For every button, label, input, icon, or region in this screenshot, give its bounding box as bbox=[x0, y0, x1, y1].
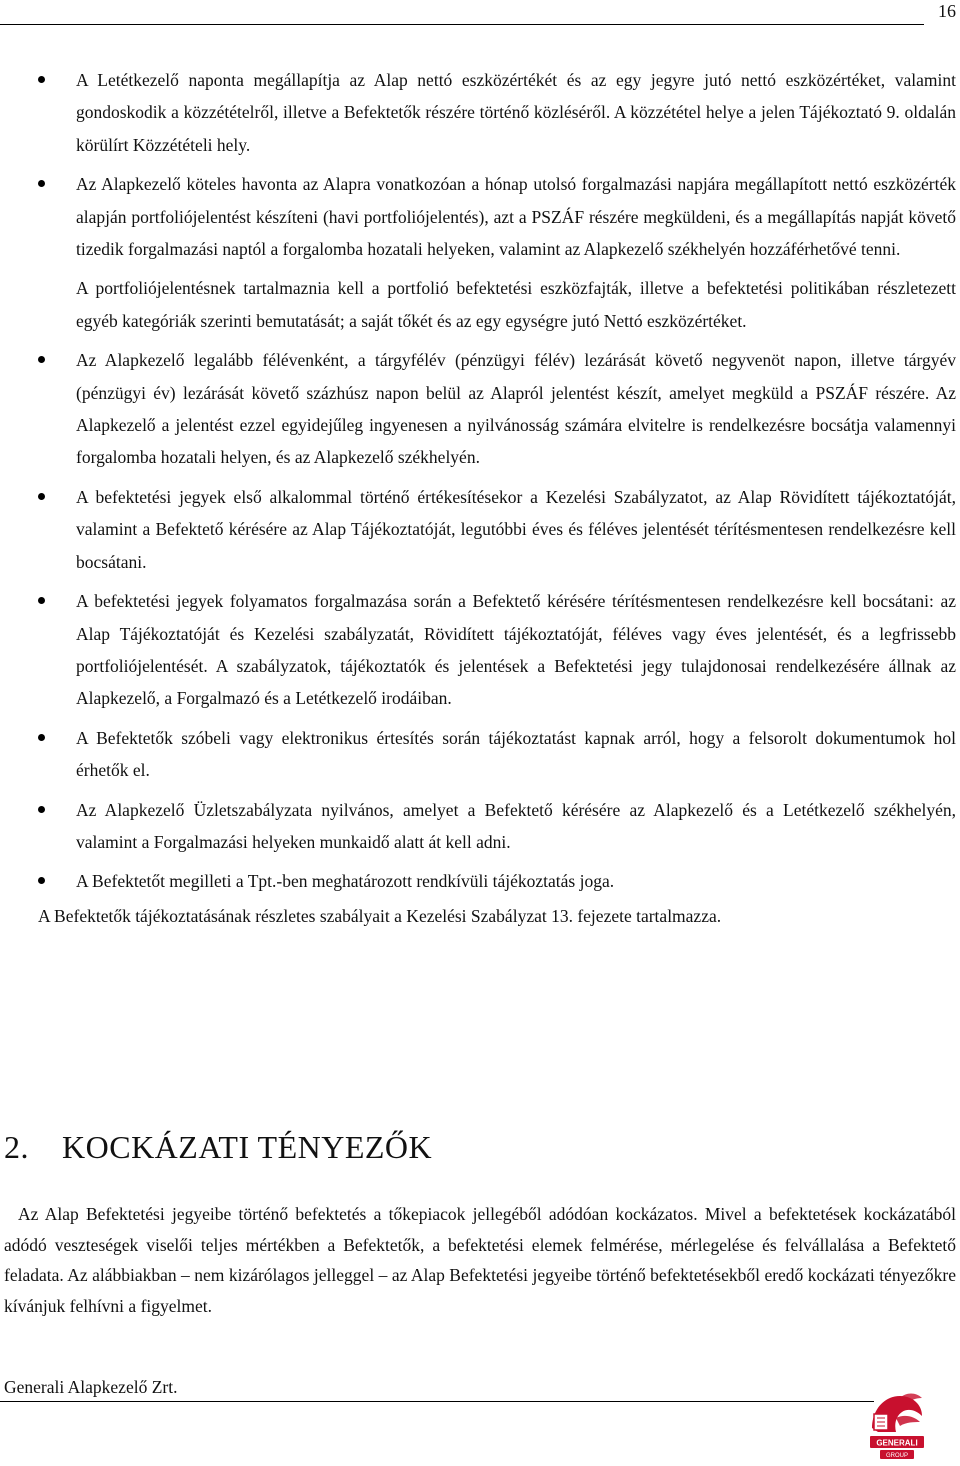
bullet-item bbox=[0, 344, 960, 474]
bullet-paragraph: A befektetési jegyek folyamatos forgalmazása során a Befektető kérésére térítésmentesen rendelkezésre kell bocsátani: az Alap Tájékoztatóját és Kezelési szabályzatát, Rövidített tájékoztatóját, féléves vagy éves jelentését, és a legfrissebb portfoliójelentését. A szabályzatok, tájékoztatók és jelentések a Befektetési jegy tulajdonosai rendelkezésére állnak az Alapkezelő, a Forgalmazó és a Letétkezelő irodáiban. bbox=[76, 591, 956, 709]
bullet-dot-icon bbox=[38, 734, 45, 741]
page-number: 16 bbox=[938, 1, 956, 21]
bullet-item bbox=[0, 585, 960, 715]
winged-lion-icon bbox=[870, 1394, 924, 1460]
section-number: 2. bbox=[4, 1129, 29, 1165]
section-body: Az Alap Befektetési jegyeibe történő befektetés a tőkepiacok jellegéből adódóan kockázatos. Mivel a befektetések kockázatából adódó veszteségek viselői teljes mértékben a Befektetők, a befektetési elemek felmérése, mérlegelése és felvállalása a Befektető feladata. Az alábbiakban – nem kizárólagos jelleggel – az Alap Befektetési jegyeibe történő befektetésekből eredő kockázati tényezőkre kívánjuk felhívni a figyelmet. bbox=[4, 1204, 956, 1316]
bullet-dot-icon bbox=[38, 597, 45, 604]
footer-company-name: Generali Alapkezelő Zrt. bbox=[4, 1377, 178, 1397]
bullet-dot-icon bbox=[38, 76, 45, 83]
bullet-item bbox=[0, 168, 960, 337]
bullet-item bbox=[0, 64, 960, 161]
logo-subtext: GROUP bbox=[885, 1453, 909, 1459]
information-bullet-list bbox=[0, 64, 960, 898]
fund-rules-paragraph: A Befektetők tájékoztatásának részletes szabályait a Kezelési Szabályzat 13. fejezete tartalmazza. bbox=[38, 905, 722, 926]
bullet-paragraph: A portfoliójelentésnek tartalmaznia kell a portfolió befektetési eszközfajták, illetve a befektetési politikában részletezett egyéb kategóriák szerinti bemutatását; a saját tőkét és az egy egységre jutó Nettó eszközértéket. bbox=[76, 278, 956, 331]
bullet-dot-icon bbox=[38, 806, 45, 813]
section-heading bbox=[4, 1128, 432, 1166]
bullet-dot-icon bbox=[38, 180, 45, 187]
section-title: KOCKÁZATI TÉNYEZŐK bbox=[62, 1129, 433, 1165]
generali-logo bbox=[866, 1388, 928, 1460]
bullet-dot-icon bbox=[38, 356, 45, 363]
bullet-paragraph: A Letétkezelő naponta megállapítja az Alap nettó eszközértékét és az egy jegyre jutó nettó eszközértéket, valamint gondoskodik a közzétételről, illetve a Befektetők részére történő közléséről. A közzététel helye a jelen Tájékoztató 9. oldalán körülírt Közzétételi hely. bbox=[76, 70, 956, 155]
bullet-paragraph: A Befektetőt megilleti a Tpt.-ben meghatározott rendkívüli tájékoztatás joga. bbox=[76, 871, 615, 892]
bullet-paragraph: A Befektetők szóbeli vagy elektronikus értesítés során tájékoztatást kapnak arról, hogy a felsorolt dokumentumok hol érhetők el. bbox=[76, 727, 956, 781]
footer-rule bbox=[0, 1401, 874, 1402]
bullet-paragraph: Az Alapkezelő legalább félévenként, a tárgyfélév (pénzügyi félév) lezárását követő negyvenöt napon, illetve tárgyév (pénzügyi év) lezárását követő százhúsz napon belül az Alapról jelentést készít, amelyet megküld a PSZÁF részére. Az Alapkezelő a jelentést ezzel egyidejűleg ingyenesen a nyilvánosság számára elvitelre is rendelkezésre bocsátja valamennyi forgalomba hozatali helyen, és az Alapkezelő székhelyén. bbox=[76, 350, 956, 468]
bullet-paragraph: A befektetési jegyek első alkalommal történő értékesítésekor a Kezelési Szabályzatot, az Alap Rövidített tájékoztatóját, valamint a Befektető kérésére az Alap Tájékoztatóját, legutóbbi éves és féléves jelentését térítésmentesen rendelkezésre kell bocsátani. bbox=[76, 486, 956, 572]
bullet-item bbox=[0, 865, 960, 897]
bullet-paragraph: Az Alapkezelő Üzletszabályzata nyilvános, amelyet a Befektető kérésére az Alapkezelő és a Letétkezelő székhelyén, valamint a Forgalmazási helyeken munkaidő alatt át kell adni. bbox=[76, 799, 956, 852]
bullet-item bbox=[0, 794, 960, 859]
bullet-item bbox=[0, 722, 960, 787]
bullet-paragraph: Az Alapkezelő köteles havonta az Alapra vonatkozóan a hónap utolsó forgalmazási napjára megállapított nettó eszközérték alapján portfoliójelentést készíteni (havi portfoliójelentés), azt a PSZÁF részére megküldeni, és a megállapítás napját követő tizedik forgalmazási naptól a forgalomba hozatali helyeken, valamint az Alapkezelő székhelyén hozzáférhetővé tenni. bbox=[76, 174, 956, 260]
page-content bbox=[0, 64, 960, 932]
bullet-dot-icon bbox=[38, 493, 45, 500]
bullet-dot-icon bbox=[38, 877, 45, 884]
logo-text: GENERALI bbox=[876, 1438, 918, 1448]
header-rule bbox=[0, 24, 924, 25]
bullet-item bbox=[0, 481, 960, 578]
